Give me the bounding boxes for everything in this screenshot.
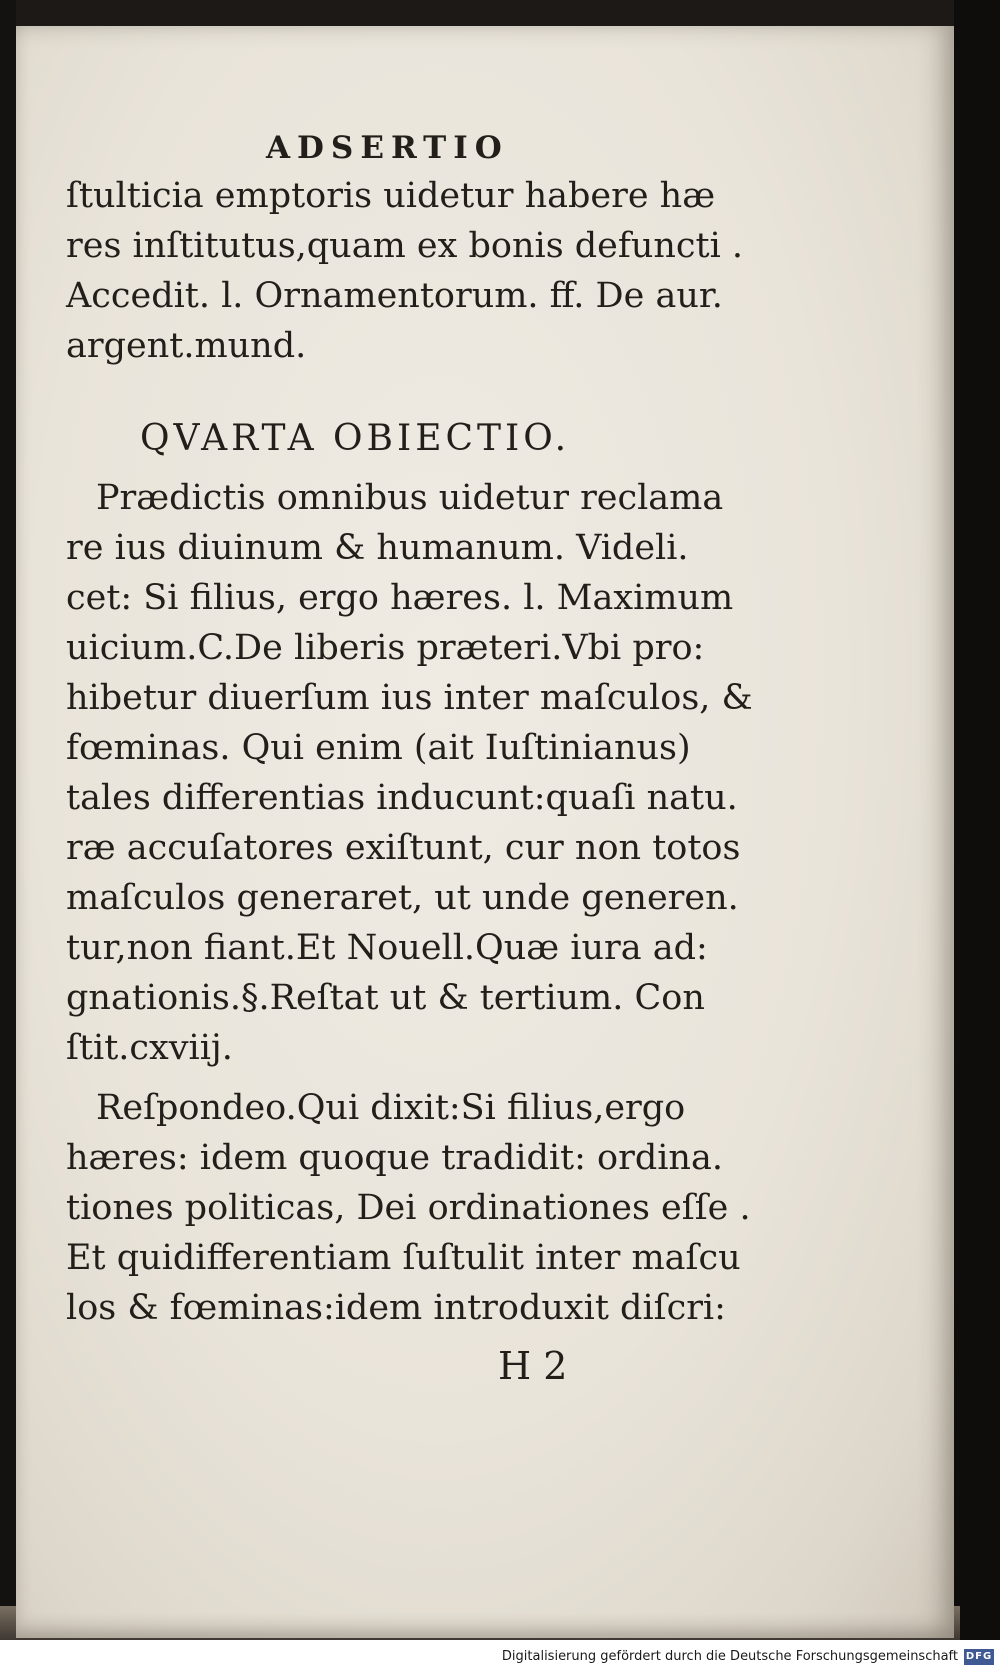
text-line: tiones politicas, Dei ordinationes eſſe .: [66, 1188, 751, 1228]
signature-mark: H 2: [498, 1344, 568, 1388]
footer-credit: Digitalisierung gefördert durch die Deutsche Forschungsgemeinschaft: [501, 1649, 958, 1664]
text-line: res inſtitutus,quam ex bonis defuncti .: [66, 226, 744, 266]
scan-background-left: [0, 0, 16, 1675]
text-line: ſtit.cxviij.: [66, 1028, 233, 1068]
text-line: re ius diuinum & humanum. Videli.: [66, 528, 689, 568]
text-line: los & fœminas:idem introduxit diſcri:: [66, 1288, 726, 1328]
text-line: tales differentias inducunt:quaſi natu.: [66, 778, 738, 818]
text-line: tur,non fiant.Et Nouell.Quæ iura ad:: [66, 928, 708, 968]
text-line: cet: Si filius, ergo hæres. l. Maximum: [66, 578, 734, 618]
dfg-logo-icon: DFG: [964, 1649, 994, 1665]
scan-background-right: [954, 0, 1000, 1640]
text-line: Reſpondeo.Qui dixit:Si filius,ergo: [96, 1088, 686, 1128]
text-line: ræ accuſatores exiſtunt, cur non totos: [66, 828, 741, 868]
book-page: [16, 26, 954, 1638]
text-line: hibetur diuerſum ius inter maſculos, &: [66, 678, 753, 718]
text-line: Prædictis omnibus uidetur reclama: [96, 478, 724, 518]
text-line: fœminas. Qui enim (ait Iuſtinianus): [66, 728, 691, 768]
text-line: Et quidifferentiam ſuſtulit inter maſcu: [66, 1238, 741, 1278]
text-line: ſtulticia emptoris uidetur habere hæ: [66, 176, 716, 216]
footer-bar: [0, 1640, 1000, 1675]
text-line: hæres: idem quoque tradidit: ordina.: [66, 1138, 723, 1178]
text-line: argent.mund.: [66, 326, 307, 366]
text-line: gnationis.§.Reſtat ut & tertium. Con: [66, 978, 705, 1018]
text-line: uicium.C.De liberis præteri.Vbi pro:: [66, 628, 705, 668]
text-line: Accedit. l. Ornamentorum. ff. De aur.: [66, 276, 723, 316]
scan-background-top: [0, 0, 1000, 26]
running-head: ADSERTIO: [266, 130, 509, 166]
section-heading: QVARTA OBIECTIO.: [140, 418, 571, 459]
text-line: maſculos generaret, ut unde generen.: [66, 878, 739, 918]
